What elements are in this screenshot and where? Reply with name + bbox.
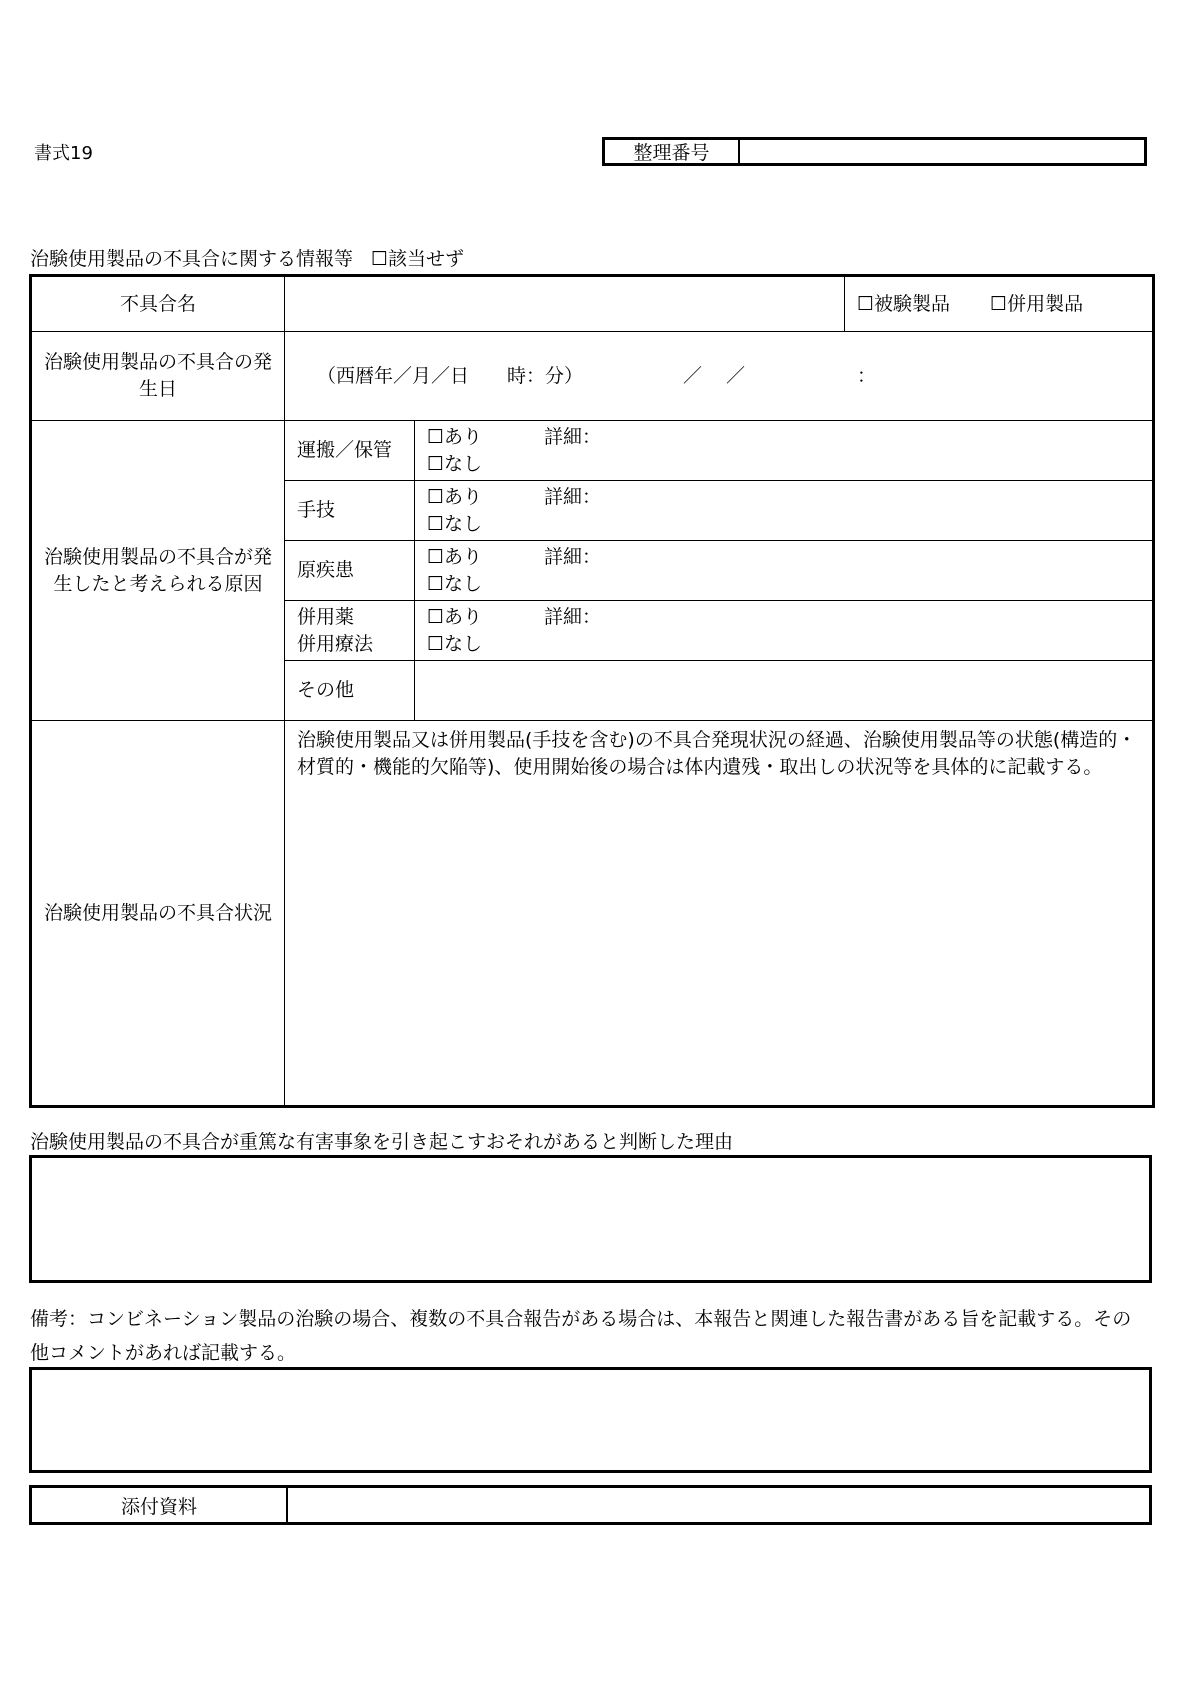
date-format-hint: （西暦年／月／日 時：分） bbox=[317, 364, 584, 387]
occurrence-date-label: 治験使用製品の不具合の発生日 bbox=[31, 332, 285, 421]
yes-checkbox[interactable]: ☐あり bbox=[427, 545, 483, 568]
cause-label: 治験使用製品の不具合が発生したと考えられる原因 bbox=[31, 421, 285, 721]
time-colon: ： bbox=[857, 364, 877, 387]
section-title bbox=[30, 244, 464, 271]
cause-other-label: その他 bbox=[285, 661, 415, 721]
serious-reason-title: 治験使用製品の不具合が重篤な有害事象を引き起こすおそれがあると判断した理由 bbox=[30, 1131, 734, 1153]
cause-item-options bbox=[415, 421, 1154, 481]
cause-item-options bbox=[415, 481, 1154, 541]
section-title-text: 治験使用製品の不具合に関する情報等 bbox=[30, 248, 354, 270]
yes-checkbox[interactable]: ☐あり bbox=[427, 425, 483, 448]
status-label: 治験使用製品の不具合状況 bbox=[31, 721, 285, 1107]
test-product-checkbox[interactable]: ☐被験製品 bbox=[857, 292, 951, 315]
reference-number-box bbox=[602, 137, 1147, 166]
cause-item-label: 運搬／保管 bbox=[285, 421, 415, 481]
reference-number-label: 整理番号 bbox=[605, 140, 740, 163]
no-checkbox[interactable]: ☐なし bbox=[427, 512, 483, 535]
remarks-text: 備考：コンビネーション製品の治験の場合、複数の不具合報告がある場合は、本報告と関連した報告書がある旨を記載する。その他コメントがあれば記載する。 bbox=[30, 1308, 1132, 1364]
not-applicable-checkbox[interactable]: ☐該当せず bbox=[371, 248, 465, 270]
attachment-field[interactable] bbox=[288, 1488, 1149, 1522]
cause-item-label: 併用薬 併用療法 bbox=[285, 601, 415, 661]
cause-item-options bbox=[415, 541, 1154, 601]
no-checkbox[interactable]: ☐なし bbox=[427, 632, 483, 655]
cause-item-options bbox=[415, 601, 1154, 661]
detail-field[interactable]: 詳細： bbox=[544, 425, 602, 448]
yes-checkbox[interactable]: ☐あり bbox=[427, 605, 483, 628]
date-slash: ／ bbox=[726, 364, 746, 387]
detail-field[interactable]: 詳細： bbox=[544, 605, 602, 628]
product-type-checks bbox=[845, 276, 1154, 332]
defect-name-field[interactable] bbox=[285, 276, 845, 332]
serious-reason-field[interactable] bbox=[29, 1155, 1152, 1283]
form-number: 書式19 bbox=[34, 143, 93, 164]
defect-name-label: 不具合名 bbox=[31, 276, 285, 332]
cause-other-field[interactable] bbox=[415, 661, 1154, 721]
cause-item-label: 手技 bbox=[285, 481, 415, 541]
attachment-label: 添付資料 bbox=[32, 1488, 288, 1522]
status-field[interactable]: 治験使用製品又は併用製品(手技を含む)の不具合発現状況の経過、治験使用製品等の状態(構造的・材質的・機能的欠陥等)、使用開始後の場合は体内遺残・取出しの状況等を具体的に記載する。 bbox=[285, 721, 1154, 1107]
remarks-field[interactable] bbox=[29, 1367, 1152, 1473]
detail-field[interactable]: 詳細： bbox=[544, 485, 602, 508]
concomitant-product-checkbox[interactable]: ☐併用製品 bbox=[990, 292, 1084, 315]
occurrence-date-field[interactable] bbox=[285, 332, 1154, 421]
cause-item-label: 原疾患 bbox=[285, 541, 415, 601]
no-checkbox[interactable]: ☐なし bbox=[427, 572, 483, 595]
no-checkbox[interactable]: ☐なし bbox=[427, 452, 483, 475]
reference-number-field[interactable] bbox=[740, 140, 1144, 163]
attachment-row bbox=[29, 1485, 1152, 1525]
defect-info-table bbox=[29, 274, 1155, 1108]
date-slash: ／ bbox=[683, 364, 703, 387]
detail-field[interactable]: 詳細： bbox=[544, 545, 602, 568]
yes-checkbox[interactable]: ☐あり bbox=[427, 485, 483, 508]
